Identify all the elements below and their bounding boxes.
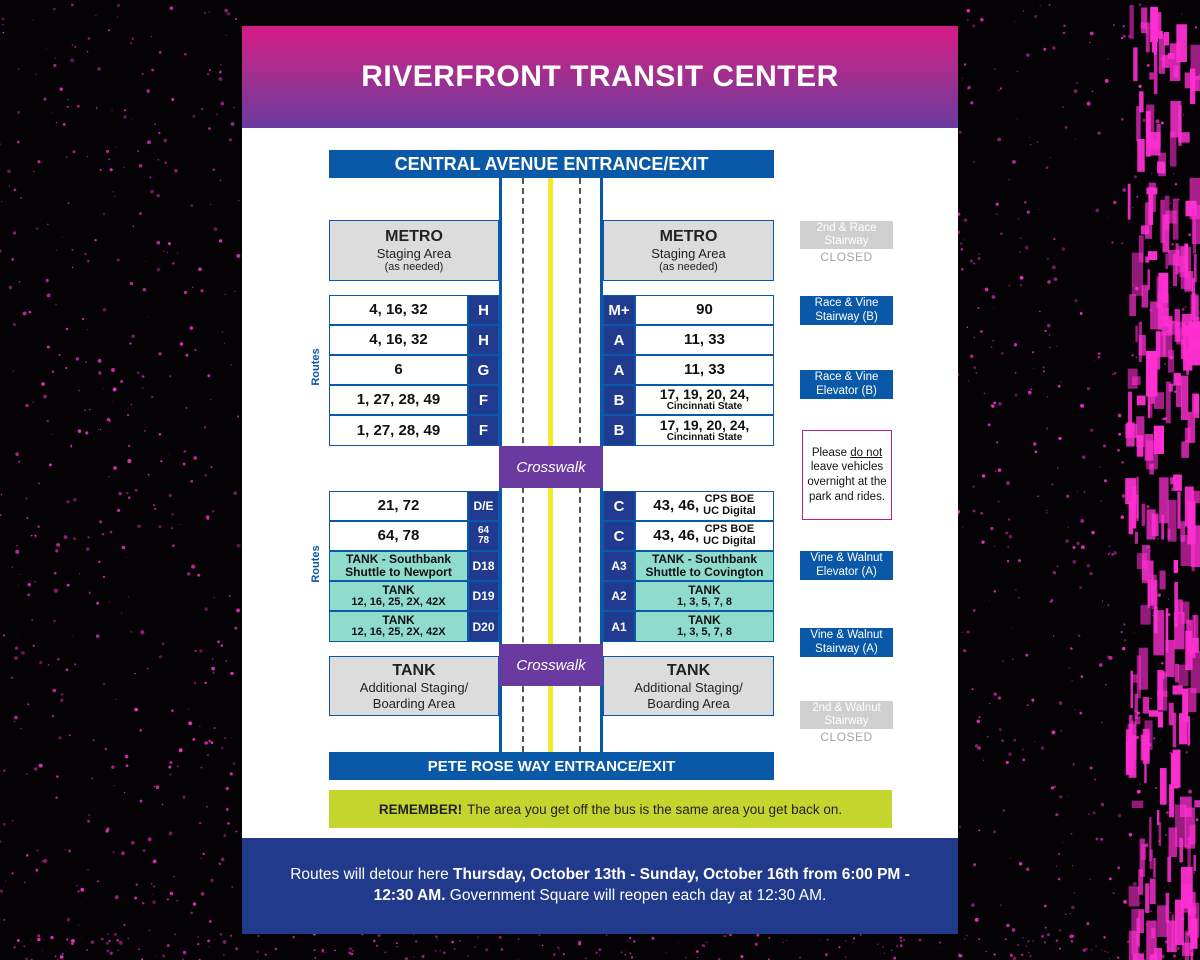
route-cell: 11, 33 <box>635 355 774 385</box>
central-avenue-entrance-banner: CENTRAL AVENUE ENTRANCE/EXIT <box>329 150 774 178</box>
bay-label: A <box>603 355 635 385</box>
staging-line1: Additional Staging/ <box>359 680 469 695</box>
route-title: TANK - Southbank <box>651 552 758 567</box>
vine-walnut-elevator <box>800 551 893 580</box>
route-cell <box>635 551 774 581</box>
route-cell <box>329 551 468 581</box>
note-post: leave vehicles overnight at the park and rides. <box>807 461 887 503</box>
note-pre: Please <box>811 446 851 459</box>
route-sub: 1, 3, 5, 7, 8 <box>676 595 733 608</box>
route-cell <box>635 521 774 551</box>
route-sub: Shuttle to Newport <box>345 565 452 579</box>
staging-title: METRO <box>385 227 443 245</box>
bay-label: C <box>603 491 635 521</box>
route-sub: 12, 16, 25, 2X, 42X <box>351 595 446 608</box>
staging-line2: Boarding Area <box>372 695 456 711</box>
closed-line2: Stairway <box>824 715 869 728</box>
route-cell: 1, 27, 28, 49 <box>329 415 468 446</box>
staging-title: METRO <box>659 227 718 245</box>
route-extra <box>703 494 756 517</box>
staging-line2: (as needed) <box>384 261 444 274</box>
detour-footer <box>242 838 958 934</box>
route-extra <box>703 524 756 547</box>
route-cell <box>329 611 468 642</box>
bay-label: H <box>468 295 499 325</box>
bay-label <box>468 521 499 551</box>
bay-label-line1: 64 <box>477 525 490 536</box>
bay-label: B <box>603 385 635 415</box>
closed-line2: Stairway <box>824 235 869 248</box>
bay-label: G <box>468 355 499 385</box>
tank-staging-right <box>603 656 774 716</box>
bay-label: F <box>468 385 499 415</box>
closed-line1: 2nd & Race <box>816 222 877 234</box>
side-line2: Elevator (A) <box>816 565 877 578</box>
metro-staging-left <box>329 220 499 281</box>
closed-line1: 2nd & Walnut <box>812 702 881 714</box>
routes-label-upper: Routes <box>310 348 322 386</box>
route-cell: 4, 16, 32 <box>329 325 468 355</box>
walnut-stairway-closed <box>800 701 893 744</box>
poster-header <box>242 26 958 128</box>
route-title: TANK <box>382 613 415 628</box>
tank-staging-left <box>329 656 499 716</box>
closed-label-box <box>800 701 893 729</box>
staging-line1: Staging Area <box>376 245 452 261</box>
route-cell <box>635 415 774 446</box>
side-line1: Race & Vine <box>814 371 879 384</box>
route-sub: 1, 3, 5, 7, 8 <box>676 626 733 639</box>
route-cell <box>329 581 468 611</box>
bay-label: D20 <box>468 611 499 642</box>
side-line1: Vine & Walnut <box>810 629 883 642</box>
note-emphasis: do not <box>850 446 883 459</box>
route-title: TANK - Southbank <box>345 552 452 567</box>
side-line1: Vine & Walnut <box>810 552 883 565</box>
crosswalk-upper: Crosswalk <box>499 446 603 488</box>
route-cell: 11, 33 <box>635 325 774 355</box>
bay-label: M+ <box>603 295 635 325</box>
closed-status: CLOSED <box>820 730 873 745</box>
bay-label: A1 <box>603 611 635 642</box>
footer-bold: Thursday, October 13th - Sunday, October 16th from 6:00 PM - 12:30 AM. <box>373 866 910 904</box>
route-title: TANK <box>688 582 721 597</box>
staging-title: TANK <box>666 661 711 679</box>
side-line1: Race & Vine <box>814 297 879 310</box>
route-extra-line2: UC Digital <box>703 505 756 517</box>
staging-line1: Additional Staging/ <box>634 680 743 695</box>
bay-label: C <box>603 521 635 551</box>
route-numbers: 43, 46, <box>653 527 700 545</box>
route-numbers: 17, 19, 20, 24, <box>659 416 750 433</box>
route-extra-line1: CPS BOE <box>704 493 755 506</box>
bay-label: A3 <box>603 551 635 581</box>
bay-label: D/E <box>468 491 499 521</box>
route-cell <box>635 581 774 611</box>
race-vine-elevator <box>800 370 893 399</box>
side-line2: Stairway (B) <box>815 310 878 323</box>
route-cell: 21, 72 <box>329 491 468 521</box>
remember-bold: REMEMBER! <box>378 801 463 817</box>
staging-line2: Boarding Area <box>647 695 730 711</box>
bay-label: D18 <box>468 551 499 581</box>
footer-part1: Routes will detour here <box>290 866 454 884</box>
route-title: TANK <box>382 582 415 597</box>
route-combo <box>653 524 755 547</box>
overnight-parking-note <box>802 430 892 520</box>
bay-label: A <box>603 325 635 355</box>
remember-bar <box>329 790 892 828</box>
route-cell: 1, 27, 28, 49 <box>329 385 468 415</box>
bay-label: F <box>468 415 499 446</box>
route-combo <box>653 494 755 517</box>
route-cell: 4, 16, 32 <box>329 295 468 325</box>
route-sub: 12, 16, 25, 2X, 42X <box>351 626 446 639</box>
route-cell: 64, 78 <box>329 521 468 551</box>
page-title: RIVERFRONT TRANSIT CENTER <box>361 60 839 93</box>
race-vine-stairway <box>800 296 893 325</box>
route-numbers: 43, 46, <box>653 497 700 515</box>
remember-text: The area you get off the bus is the same area you get back on. <box>467 801 843 817</box>
route-cell: 90 <box>635 295 774 325</box>
route-sub: Shuttle to Covington <box>645 565 764 579</box>
closed-status: CLOSED <box>820 250 873 265</box>
route-title: TANK <box>688 613 721 628</box>
footer-part2: Government Square will reopen each day at 12:30 AM. <box>445 887 827 904</box>
closed-label-box <box>800 221 893 249</box>
route-numbers: 17, 19, 20, 24, <box>659 386 750 403</box>
crosswalk-lower: Crosswalk <box>499 644 603 686</box>
route-extra-line1: CPS BOE <box>704 523 755 536</box>
bay-label: A2 <box>603 581 635 611</box>
route-extra-line2: UC Digital <box>703 535 756 547</box>
bay-label: H <box>468 325 499 355</box>
race-stairway-closed <box>800 221 893 264</box>
staging-line1: Staging Area <box>651 245 726 261</box>
route-cell <box>635 385 774 415</box>
pete-rose-way-entrance-banner: PETE ROSE WAY ENTRANCE/EXIT <box>329 752 774 780</box>
route-cell <box>635 611 774 642</box>
staging-line2: (as needed) <box>659 261 718 274</box>
routes-label-lower: Routes <box>310 545 322 583</box>
vine-walnut-stairway <box>800 628 893 657</box>
metro-staging-right <box>603 220 774 281</box>
route-sub: Cincinnati State <box>666 431 743 443</box>
side-line2: Stairway (A) <box>815 642 878 655</box>
staging-title: TANK <box>392 661 436 679</box>
route-cell <box>635 491 774 521</box>
bay-label: B <box>603 415 635 446</box>
route-sub: Cincinnati State <box>666 401 743 413</box>
side-line2: Elevator (B) <box>816 384 877 397</box>
bay-label-line2: 78 <box>477 535 490 546</box>
route-cell: 6 <box>329 355 468 385</box>
bay-label: D19 <box>468 581 499 611</box>
